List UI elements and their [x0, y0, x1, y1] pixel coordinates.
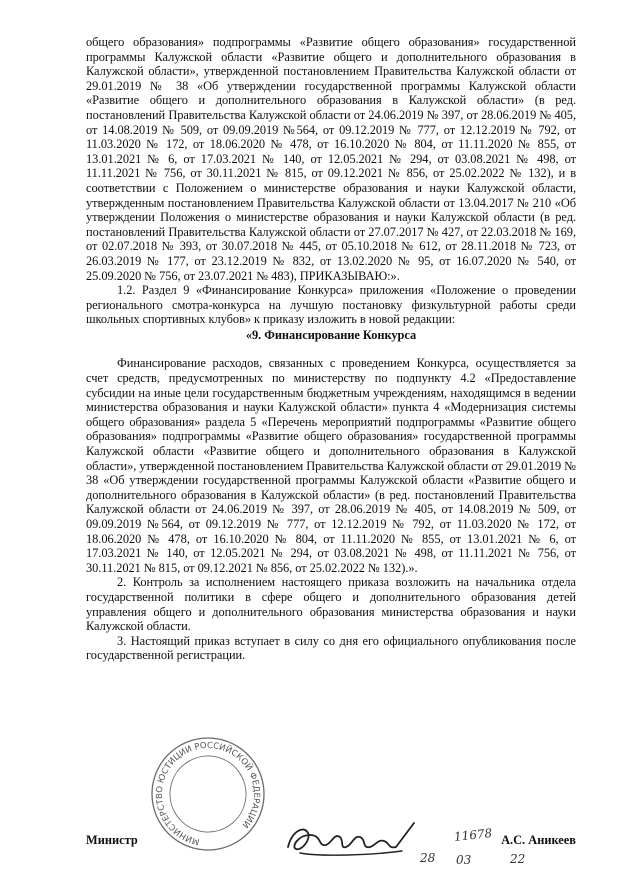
- paragraph-2-control: 2. Контроль за исполнением настоящего приказа возложить на начальника отдела государственной политики в сфере общего и дополнительного образования детей управления общего и дополнительного образования министерства образования и науки Калужской области.: [86, 575, 576, 634]
- handwritten-year: 22: [510, 852, 526, 866]
- paragraph-1-2: 1.2. Раздел 9 «Финансирование Конкурса» приложения «Положение о проведении регионального смотра-конкурса на лучшую постановку физкультурной работы среди школьных спортивных клубов» к приказу изложить в новой редакции:: [86, 283, 576, 327]
- signatory-role: Министр: [86, 833, 138, 847]
- paragraph-financing: Финансирование расходов, связанных с проведением Конкурса, осуществляется за счет средств, предусмотренных по министерству по подпункту 4.2 «Предоставление субсидии на иные цели государственным бюджетным учреждениям, находящимся в ведении министерства образования и науки Калужской области» пункта 4 «Модернизация системы общего образования» раздела 5 «Перечень мероприятий подпрограммы «Развитие общего образования» подпрограммы «Развитие общего образования» государственной программы Калужской области «Развитие общего и дополнительного образования в Калужской области», утвержденной постановлением Правительства Калужской области от 29.01.2019 № 38 «Об утверждении государственной программы Калужской области «Развитие общего и дополнительного образования в Калужской области» (в ред. постановлений Правительства Калужской области от 24.06.2019 № 397, от 28.06.2019 № 405, от 14.08.2019 № 509, от 09.09.2019 №564, от 09.12.2019 № 777, от 12.12.2019 № 792, от 11.03.2020 № 172, от 18.06.2020 № 478, от 16.10.2020 № 804, от 11.11.2020 № 855, от 13.01.2021 № 6, от 17.03.2021 № 140, от 12.05.2021 № 294, от 03.08.2021 № 498, от 11.11.2021 № 756, от 30.11.2021 № 815, от 09.12.2021 № 856, от 25.02.2022 № 132).».: [86, 356, 576, 575]
- stamp-arc-text: МИНИСТЕРСТВО ЮСТИЦИИ РОССИЙСКОЙ ФЕДЕРАЦИИ: [154, 740, 262, 847]
- handwritten-reg-number: 11678: [453, 826, 493, 844]
- handwritten-day: 28: [420, 851, 436, 865]
- paragraph-continuation: общего образования» подпрограммы «Развитие общего образования» государственной программы Калужской области «Развитие общего и дополнительного образования в Калужской области», утвержденной постановлением Правительства Калужской области от 29.01.2019 № 38 «Об утверждении государственной программы Калужской области «Развитие общего и дополнительного образования в Калужской области» (в ред. постановлений Правительства Калужской области от 24.06.2019 № 397, от 28.06.2019 № 405, от 14.08.2019 № 509, от 09.09.2019 №564, от 09.12.2019 № 777, от 12.12.2019 № 792, от 11.03.2020 № 172, от 18.06.2020 № 478, от 16.10.2020 № 804, от 11.11.2020 № 855, от 13.01.2021 № 6, от 17.03.2021 № 140, от 12.05.2021 № 294, от 03.08.2021 № 498, от 11.11.2021 № 756, от 30.11.2021 № 815, от 09.12.2021 № 856, от 25.02.2022 № 132), и в соответствии с Положением о министерстве образования и науки Калужской области, утвержденным постановлением Правительства Калужской области от 13.04.2017 № 210 «Об утверждении Положения о министерстве образования и науки Калужской области (в ред. постановлений Правительства Калужской области от 27.07.2017 № 427, от 22.03.2018 № 169, от 02.07.2018 № 393, от 30.07.2018 № 445, от 05.10.2018 № 612, от 28.11.2018 № 723, от 26.03.2019 № 177, от 23.12.2019 № 832, от 13.02.2020 № 95, от 16.07.2020 № 540, от 25.09.2020 № 756, от 23.07.2021 № 483), ПРИКАЗЫВАЮ:».: [86, 35, 576, 283]
- document-body: [86, 35, 576, 663]
- handwritten-month: 03: [456, 853, 472, 867]
- paragraph-3-effect: 3. Настоящий приказ вступает в силу со дня его официального опубликования после государственной регистрации.: [86, 633, 576, 663]
- signatory-name: А.С. Аникеев: [501, 833, 576, 847]
- handwritten-signature: [282, 817, 432, 865]
- section-heading: «9. Финансирование Конкурса: [245, 327, 417, 342]
- signature-block: [86, 829, 576, 859]
